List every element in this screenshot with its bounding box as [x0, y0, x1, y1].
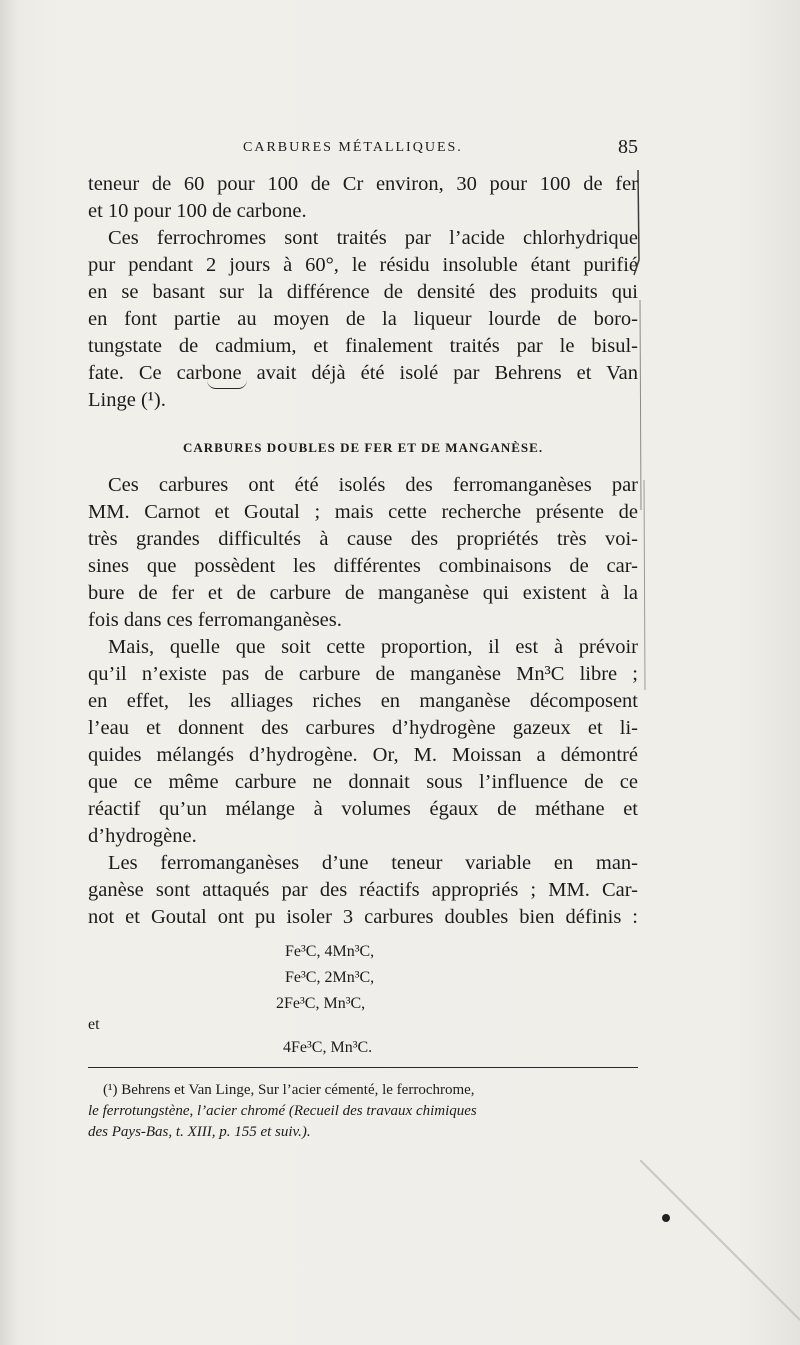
footnote-line: des Pays-Bas, t. XIII, p. 155 et suiv.). [88, 1124, 311, 1140]
text-line: et 10 pour 100 de carbone. [88, 200, 307, 222]
text-line: not et Goutal ont pu isoler 3 carbures doubles bien définis : [88, 906, 638, 928]
footnote-line: (¹) Behrens et Van Linge, Sur l’acier cémenté, le ferrochrome, [103, 1082, 475, 1098]
text-line: Les ferromanganèses d’une teneur variable en man- [108, 852, 638, 874]
text-line: bure de fer et de carbure de manganèse qui existent à la [88, 582, 638, 604]
text-line: Ces ferrochromes sont traités par l’acide chlorhydrique [108, 227, 638, 249]
text-line: Linge (¹). [88, 389, 166, 411]
running-head [88, 136, 638, 160]
text-line: tungstate de cadmium, et finalement traités par le bisul- [88, 335, 638, 357]
text-line: très grandes difficultés à cause des propriétés très voi- [88, 528, 638, 550]
text-line: MM. Carnot et Goutal ; mais cette recherche présente de [88, 501, 638, 523]
section-title: CARBURES DOUBLES DE FER ET DE MANGANÈSE. [182, 440, 544, 455]
text-line: Ces carbures ont été isolés des ferromanganèses par [108, 474, 638, 496]
text-line: ganèse sont attaqués par des réactifs appropriés ; MM. Car- [88, 879, 638, 901]
text-line: en effet, les alliages riches en manganèse décomposent [88, 690, 638, 712]
text-line: teneur de 60 pour 100 de Cr environ, 30 pour 100 de fer [88, 173, 638, 195]
text-line: d’hydrogène. [88, 825, 197, 847]
text-line: réactif qu’un mélange à volumes égaux de méthane et [88, 798, 638, 820]
text-line: l’eau et donnent des carbures d’hydrogène gazeux et li- [88, 717, 638, 739]
text-line: quides mélangés d’hydrogène. Or, M. Moissan a démontré [88, 744, 638, 766]
formula-line: Fe³C, 2Mn³C, [285, 969, 375, 986]
text-line: fate. Ce carbone avait déjà été isolé par Behrens et Van [88, 362, 638, 384]
text-line: Mais, quelle que soit cette proportion, il est à prévoir [108, 636, 638, 658]
text-line: sines que possèdent les différentes combinaisons de car- [88, 555, 638, 577]
text-line: que ce même carbure ne donnait sous l’influence de ce [88, 771, 638, 793]
page-edge-shadow [630, 170, 660, 690]
formula-line: Fe³C, 4Mn³C, [285, 943, 375, 960]
page-number: 85 [618, 136, 638, 158]
page-corner-fold [640, 1160, 800, 1345]
formula-conjunction: et [88, 1016, 100, 1033]
running-head-title: CARBURES MÉTALLIQUES. [243, 140, 463, 155]
footnote-rule [88, 1067, 638, 1068]
text-line: pur pendant 2 jours à 60°, le résidu insoluble étant purifié [88, 254, 638, 276]
text-line: fois dans ces ferromanganèses. [88, 609, 342, 631]
text-line: en font partie au moyen de la liqueur lourde de boro- [88, 308, 638, 330]
text-line: en se basant sur la différence de densité des produits qui [88, 281, 638, 303]
formula-line: 2Fe³C, Mn³C, [276, 995, 366, 1012]
text-line: qu’il n’existe pas de carbure de manganèse Mn³C libre ; [88, 663, 638, 685]
footnote-line: le ferrotungstène, l’acier chromé (Recueil des travaux chimiques [88, 1103, 477, 1119]
formula-line: 4Fe³C, Mn³C. [283, 1039, 373, 1056]
